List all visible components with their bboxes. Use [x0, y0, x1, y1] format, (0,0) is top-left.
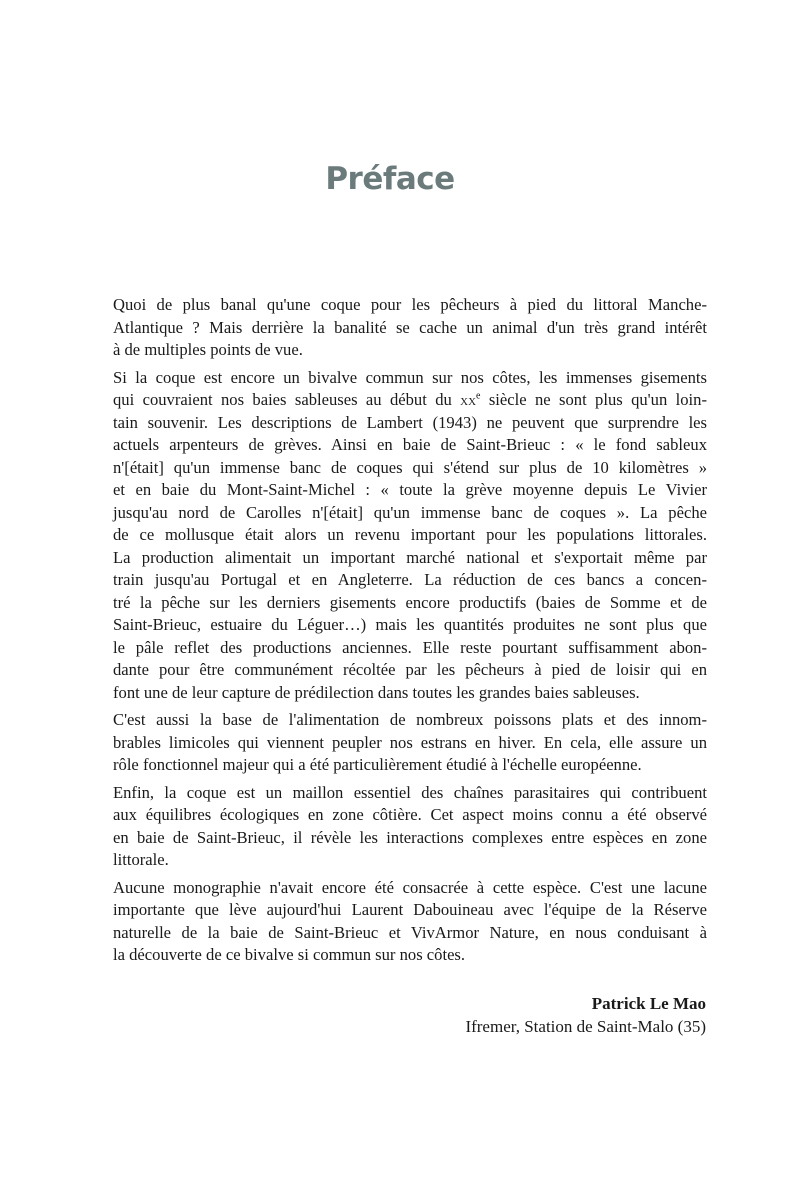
text-line: tain souvenir. Les descriptions de Lambert (1943) ne peuvent que surprendre les: [113, 412, 707, 432]
paragraph: [113, 709, 707, 777]
text-line: n'[était] qu'un immense banc de coques qui s'étend sur plus de 10 kilomètres »: [113, 457, 707, 477]
text-line: de ce mollusque était alors un revenu important pour les populations littorales.: [113, 525, 707, 544]
text-line: Quoi de plus banal qu'une coque pour les pêcheurs à pied du littoral Manche-: [113, 295, 707, 314]
text-line: Aucune monographie n'avait encore été consacrée à cette espèce. C'est une lacune: [113, 877, 707, 897]
text-line: Atlantique ? Mais derrière la banalité se cache un animal d'un très grand intérêt: [113, 317, 707, 337]
preface-body: [113, 294, 707, 972]
text-line: jusqu'au nord de Carolles n'[était] qu'un immense banc de coques ». La pêche: [113, 502, 707, 522]
text-line: aux équilibres écologiques en zone côtière. Cet aspect moins connu a été observé: [113, 805, 707, 824]
page-title: Préface: [325, 160, 455, 197]
paragraph: [113, 367, 707, 705]
text-line: font une de leur capture de prédilection dans toutes les grandes baies sableuses.: [113, 682, 640, 702]
paragraph: [113, 294, 707, 362]
text-line: à de multiples points de vue.: [113, 340, 303, 359]
text-line: la découverte de ce bivalve si commun sur nos côtes.: [113, 945, 466, 964]
text-line: littorale.: [113, 850, 169, 869]
text-line: dante pour être communément récoltée par les pêcheurs à pied de loisir qui en: [113, 660, 707, 679]
text-line: La production alimentait un important marché national et s'exportait même par: [113, 547, 707, 567]
text-line: train jusqu'au Portugal et en Angleterre. La réduction de ces bancs a concen-: [113, 570, 707, 589]
text-line: naturelle de la baie de Saint-Brieuc et VivArmor Nature, en nous conduisant à: [113, 922, 707, 942]
signature-block: [465, 992, 706, 1038]
text-line: C'est aussi la base de l'alimentation de nombreux poissons plats et des innom-: [113, 710, 707, 729]
text-line: brables limicoles qui viennent peupler nos estrans en hiver. En cela, elle assure un: [113, 732, 707, 752]
text-line: Saint-Brieuc, estuaire du Léguer…) mais les quantités produites ne sont plus que: [113, 615, 707, 634]
text-line: actuels arpenteurs de grèves. Ainsi en baie de Saint-Brieuc : « le fond sableux: [113, 435, 707, 454]
text-line: le pâle reflet des productions anciennes. Elle reste pourtant suffisamment abon-: [113, 637, 707, 657]
text-line: tré la pêche sur les derniers gisements encore productifs (baies de Somme et de: [113, 592, 707, 612]
signature-name: Patrick Le Mao: [591, 994, 706, 1013]
text-line: importante que lève aujourd'hui Laurent Dabouineau avec l'équipe de la Réserve: [113, 900, 707, 919]
text-line: Enfin, la coque est un maillon essentiel des chaînes parasitaires qui contribuent: [113, 782, 707, 802]
paragraph: [113, 877, 707, 967]
paragraph: [113, 782, 707, 872]
signature-affiliation: Ifremer, Station de Saint-Malo (35): [465, 1017, 706, 1036]
text-line: et en baie du Mont-Saint-Michel : « toute la grève moyenne depuis Le Vivier: [113, 480, 707, 499]
text-line: Si la coque est encore un bivalve commun sur nos côtes, les immenses gisements: [113, 367, 707, 387]
text-line: qui couvraient nos baies sableuses au début du $xx^e$ siècle ne sont plus qu'un loin-: [113, 390, 707, 409]
text-line: rôle fonctionnel majeur qui a été particulièrement étudié à l'échelle européenne.: [113, 755, 642, 774]
text-line: en baie de Saint-Brieuc, il révèle les interactions complexes entre espèces en zone: [113, 827, 707, 847]
